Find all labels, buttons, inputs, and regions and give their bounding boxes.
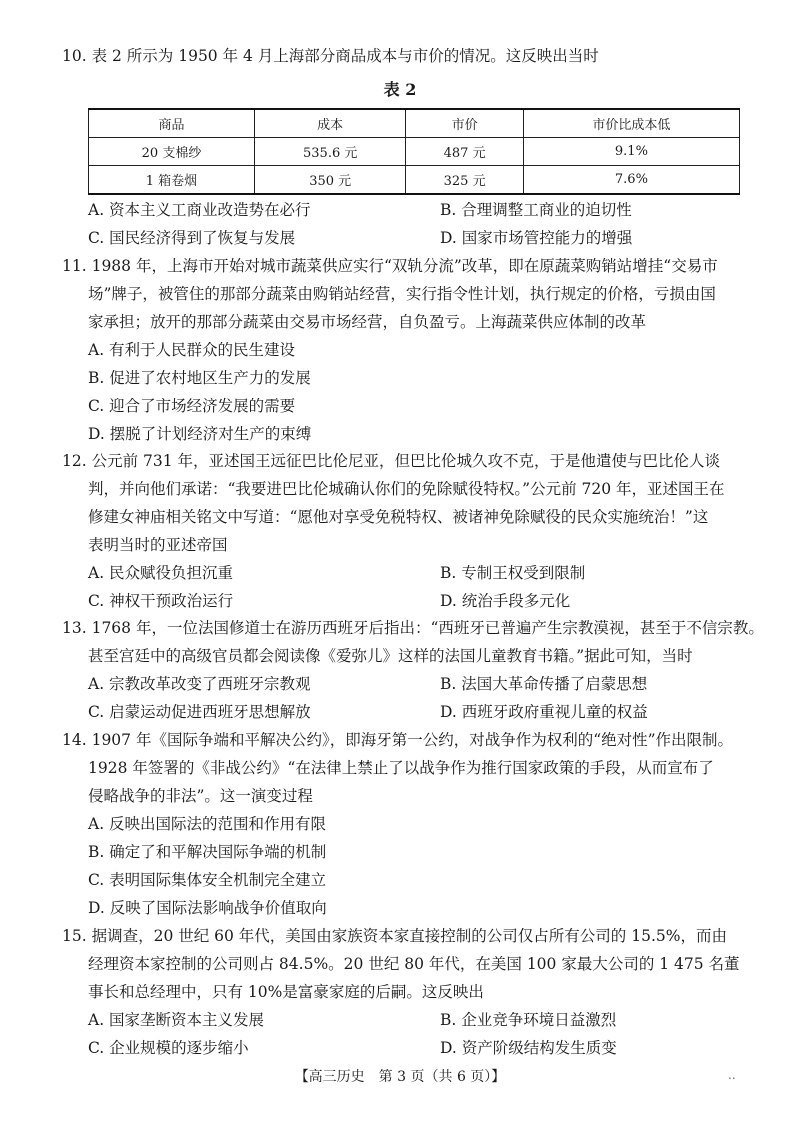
- q11-option-a: A. 有利于人民群众的民生建设: [88, 341, 296, 359]
- q10-stem: 10. 表 2 所示为 1950 年 4 月上海部分商品成本与市价的情况。这反映出当时: [62, 47, 599, 65]
- q14-stem-line: 侵略战争的非法”。这一演变过程: [88, 787, 313, 805]
- q15-option-d: D. 资产阶级结构发生质变: [440, 1039, 617, 1057]
- q14-option-c: C. 表明国际集体安全机制完全建立: [88, 871, 327, 889]
- q15-option-b: B. 企业竞争环境日益激烈: [440, 1011, 617, 1029]
- q10-option-d: D. 国家市场管控能力的增强: [440, 229, 633, 247]
- table-cell: 535.6 元: [254, 138, 405, 166]
- q14-stem-line: 1928 年签署的《非战公约》“在法律上禁止了以战争作为推行国家政策的手段，从而宣布了: [88, 759, 714, 777]
- q15-stem-line: 经理资本家控制的公司则占 84.5%。20 世纪 80 年代，在美国 100 家最大公司的 1 475 名董: [88, 955, 740, 973]
- q13-stem-line: 13. 1768 年，一位法国修道士在游历西班牙后指出：“西班牙已普遍产生宗教漠视，甚至于不信宗教。: [62, 619, 764, 637]
- q15-option-c: C. 企业规模的逐步缩小: [88, 1039, 249, 1057]
- q11-option-c: C. 迎合了市场经济发展的需要: [88, 397, 296, 415]
- q13-option-a: A. 宗教改革改变了西班牙宗教观: [88, 675, 311, 693]
- q13-option-c: C. 启蒙运动促进西班牙思想解放: [88, 703, 311, 721]
- q14-option-d: D. 反映了国际法影响战争价值取向: [88, 899, 327, 917]
- q13-option-b: B. 法国大革命传播了启蒙思想: [440, 675, 648, 693]
- q10-option-b: B. 合理调整工商业的迫切性: [440, 201, 632, 219]
- table-cell: 9.1%: [523, 138, 739, 166]
- q12-option-a: A. 民众赋役负担沉重: [88, 564, 234, 582]
- table-header-cell: 成本: [254, 109, 405, 138]
- price-table: [88, 108, 740, 195]
- table-caption: 表 2: [383, 80, 417, 99]
- table-header-row: [89, 109, 740, 138]
- q12-option-c: C. 神权干预政治运行: [88, 592, 234, 610]
- table-row: [89, 138, 740, 166]
- table-cell: 1 箱卷烟: [89, 166, 255, 195]
- q15-stem-line: 事长和总经理中，只有 10%是富豪家庭的后嗣。这反映出: [88, 983, 484, 1001]
- q11-option-d: D. 摆脱了计划经济对生产的束缚: [88, 425, 312, 443]
- q13-stem-line: 甚至宫廷中的高级官员都会阅读像《爱弥儿》这样的法国儿童教育书籍。”据此可知，当时: [88, 647, 693, 665]
- q12-stem-line: 修建女神庙相关铭文中写道：“愿他对享受免税特权、被诸神免除赋役的民众实施统治！”这: [88, 508, 709, 526]
- page-footer: 【高三历史 第 3 页（共 6 页）】: [294, 1069, 506, 1085]
- q12-option-b: B. 专制王权受到限制: [440, 564, 586, 582]
- q15-option-a: A. 国家垄断资本主义发展: [88, 1011, 265, 1029]
- q11-option-b: B. 促进了农村地区生产力的发展: [88, 369, 311, 387]
- q14-option-a: A. 反映出国际法的范围和作用有限: [88, 815, 327, 833]
- table-cell: 7.6%: [523, 166, 739, 195]
- table-header-cell: 商品: [89, 109, 255, 138]
- table-row: [89, 166, 740, 195]
- corner-mark: ..: [728, 1068, 736, 1082]
- q10-option-a: A. 资本主义工商业改造势在必行: [88, 201, 311, 219]
- table-cell: 487 元: [406, 138, 523, 166]
- table-header-cell: 市价比成本低: [523, 109, 739, 138]
- q14-stem-line: 14. 1907 年《国际争端和平解决公约》，即海牙第一公约，对战争作为权利的“绝对性”作出限制。: [62, 731, 734, 749]
- q14-option-b: B. 确定了和平解决国际争端的机制: [88, 843, 327, 861]
- q12-option-d: D. 统治手段多元化: [440, 592, 571, 610]
- q12-stem-line: 12. 公元前 731 年，亚述国王远征巴比伦尼亚，但巴比伦城久攻不克，于是他遣使与巴比伦人谈: [62, 452, 721, 470]
- q11-stem-line: 11. 1988 年，上海市开始对城市蔬菜供应实行“双轨分流”改革，即在原蔬菜购销站增挂“交易市: [62, 257, 718, 275]
- q12-stem-line: 判，并向他们承诺：“我要进巴比伦城确认你们的免除赋役特权。”公元前 720 年，亚述国王在: [88, 480, 725, 498]
- table-cell: 20 支棉纱: [89, 138, 255, 166]
- q12-stem-line: 表明当时的亚述帝国: [88, 536, 228, 554]
- table-cell: 350 元: [254, 166, 405, 195]
- q13-option-d: D. 西班牙政府重视儿童的权益: [440, 703, 648, 721]
- table-cell: 325 元: [406, 166, 523, 195]
- q11-stem-line: 场”牌子，被管住的那部分蔬菜由购销站经营，实行指令性计划，执行规定的价格，亏损由国: [88, 285, 716, 303]
- q10-option-c: C. 国民经济得到了恢复与发展: [88, 229, 296, 247]
- q15-stem-line: 15. 据调查，20 世纪 60 年代，美国由家族资本家直接控制的公司仅占所有公司的 15.5%，而由: [62, 927, 727, 945]
- table-header-cell: 市价: [406, 109, 523, 138]
- q11-stem-line: 家承担；放开的那部分蔬菜由交易市场经营，自负盈亏。上海蔬菜供应体制的改革: [88, 313, 647, 331]
